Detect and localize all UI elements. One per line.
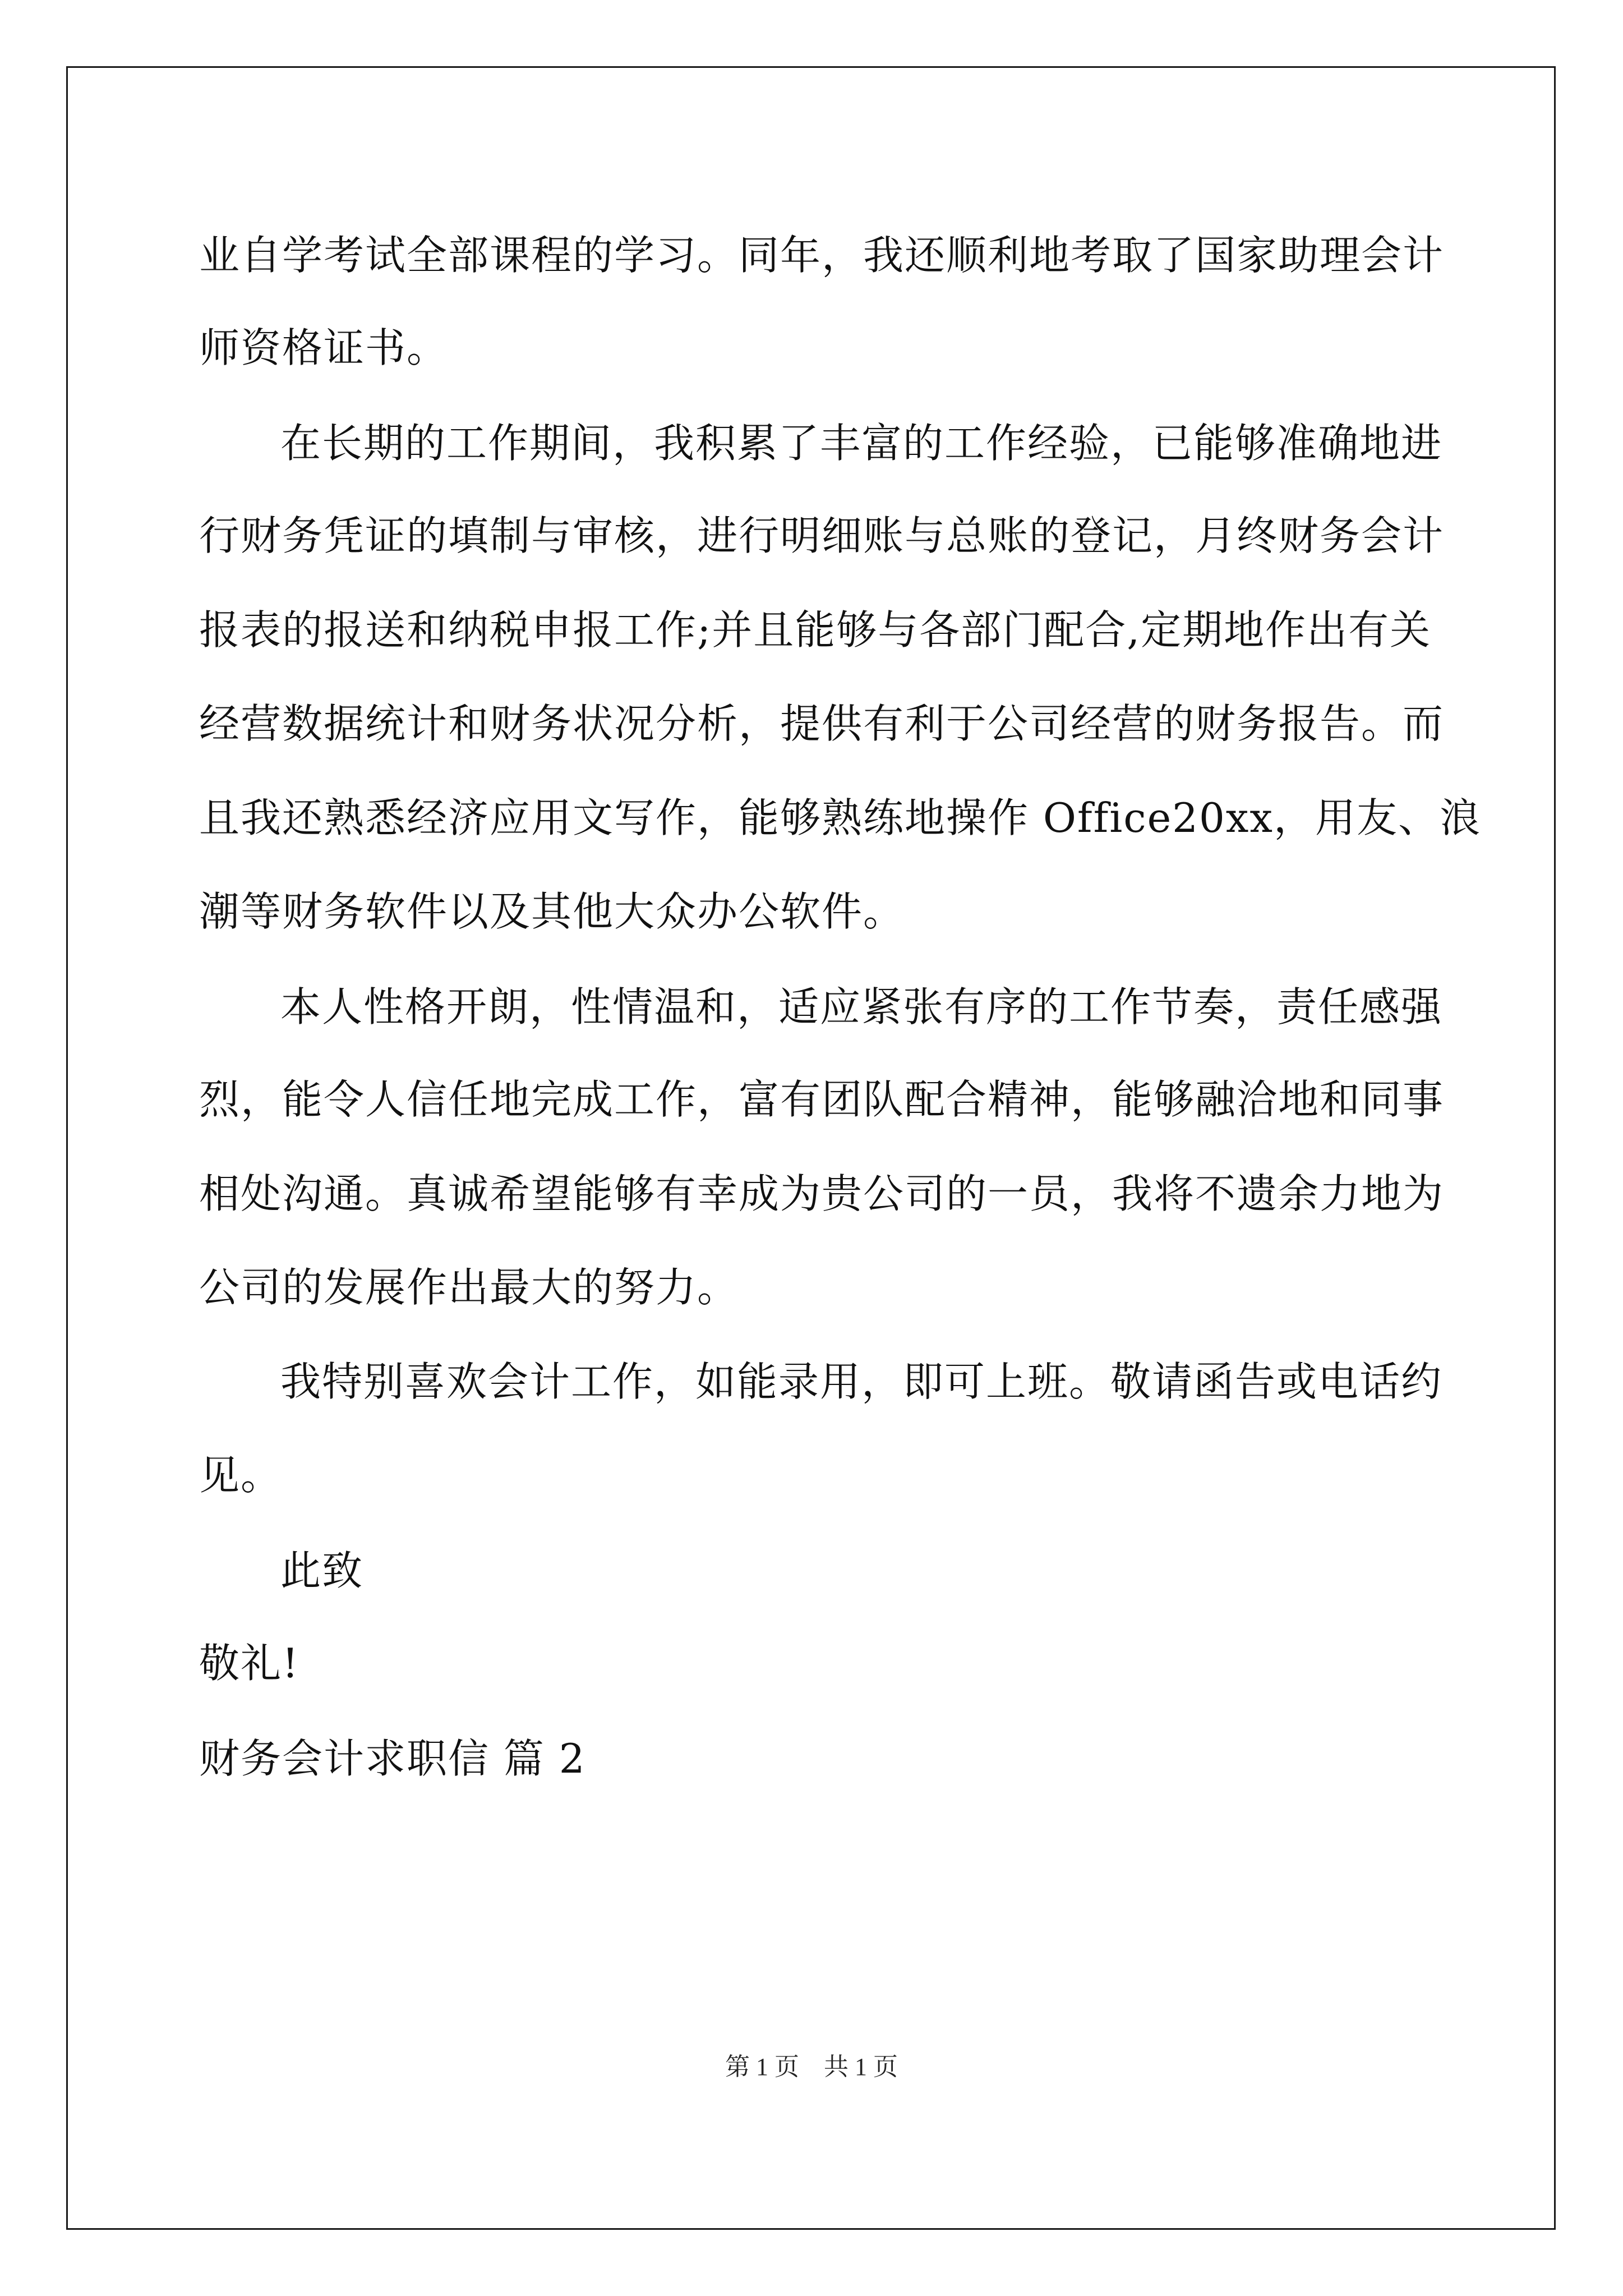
page-border (66, 66, 1556, 2230)
text-line: 我特别喜欢会计工作，如能录用，即可上班。敬请函告或电话约 (280, 1358, 1443, 1405)
page-footer: 第 1 页 共 1 页 (725, 2053, 898, 2081)
section-heading: 财务会计求职信 篇 2 (199, 1735, 586, 1782)
text-line: 且我还熟悉经济应用文写作，能够熟练地操作 Office20xx，用友、浪 (199, 794, 1482, 841)
text-line: 见。 (199, 1452, 283, 1499)
text-line: 烈，能令人信任地完成工作，富有团队配合精神，能够融洽地和同事 (199, 1076, 1445, 1123)
text-line: 公司的发展作出最大的努力。 (199, 1264, 739, 1311)
text-line: 经营数据统计和财务状况分析，提供有利于公司经营的财务报告。而 (199, 700, 1445, 747)
closing-salutation: 此致 (280, 1547, 364, 1594)
text-line: 相处沟通。真诚希望能够有幸成为贵公司的一员，我将不遗余力地为 (199, 1170, 1445, 1217)
text-line: 潮等财务软件以及其他大众办公软件。 (199, 888, 905, 935)
text-line: 师资格证书。 (199, 324, 449, 371)
text-line: 在长期的工作期间，我积累了丰富的工作经验，已能够准确地进 (280, 420, 1443, 467)
text-line: 本人性格开朗，性情温和，适应紧张有序的工作节奏，责任感强 (280, 983, 1443, 1030)
closing-regards: 敬礼! (199, 1640, 299, 1687)
text-line: 报表的报送和纳税申报工作;并且能够与各部门配合,定期地作出有关 (199, 606, 1432, 654)
text-line: 业自学考试全部课程的学习。同年，我还顺利地考取了国家助理会计 (199, 232, 1445, 279)
text-line: 行财务凭证的填制与审核，进行明细账与总账的登记，月终财务会计 (199, 512, 1445, 559)
